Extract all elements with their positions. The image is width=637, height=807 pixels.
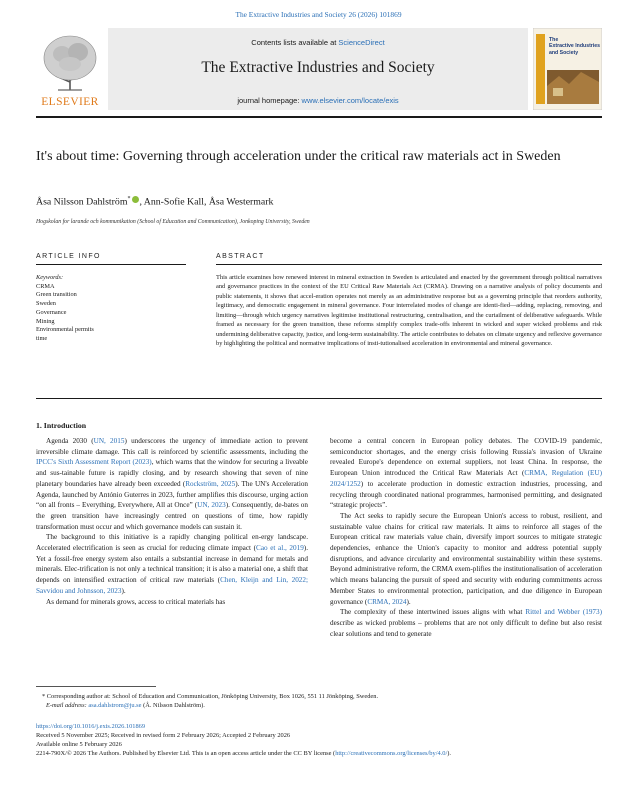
keyword-item: Environmental permits [36,326,94,334]
paragraph: Agenda 2030 (UN, 2015) underscores the urgency of immediate action to prevent irreversible climate damage. This call is reinforced by scientific assessments, including the IPCC's Sixth Assessment Report (2023), which warns that the window for securing a liveable and sus-tainable future is rapidly closing, and by research showing that seven of nine planetary boundaries have already been exceeded (Rockström, 2025). The UN's Acceleration Agenda, launched by António Guterres in 2023, further amplifies this discourse, urging action “on all fronts – Everything, Everywhere, All at Once” (UN, 2023). Consequently, de-bates on the green transition have increasingly centred on questions of time, how rapidly transformation must occur and which governance models can sustain it. [36,437,309,531]
keyword-item: Mining [36,317,55,325]
doi-link[interactable]: https://doi.org/10.1016/j.exis.2026.101869 [36,723,146,730]
contents-available: Contents lists available at ScienceDirect [251,38,385,47]
license-link[interactable]: http://creativecommons.org/licenses/by/4.0/ [335,750,448,757]
sciencedirect-link[interactable]: ScienceDirect [338,38,385,47]
journal-cover-image [533,28,602,110]
author-2[interactable]: Ann-Sofie Kall [143,196,204,208]
keyword-item: Governance [36,308,67,316]
paragraph: become a central concern in European policy debates. The COVID-19 pandemic, semiconductor shortages, and the energy crisis following Russia's invasion of Ukraine revealed Europe's dependence on external suppliers, not least China. In response, the European Union introduced the Critical Raw Materials Act (CRMA, Regulation (EU) 2024/1252) to accelerate production in domestic extraction industries, processing, and recycling through coordinated national programmes, harmonised permitting, and designated “strategic projects”. [330,437,603,510]
citation-link[interactable]: IPCC's Sixth Assessment Report (2023) [36,458,152,467]
citation-link[interactable]: CRMA, Regulation (EU) 2024/1252 [330,469,603,488]
footnote-corresponding: * Corresponding author at: School of Education and Communication, Jönköping University, Box 1026, 551 11 Jönköping, Sweden. E-mail address: asa.dahlstrom@ju.se (Å. Nilsson Dahlström). [42,693,379,709]
citation-link[interactable]: Rockström, 2025 [185,479,236,488]
abstract-text: This article examines how renewed interest in mineral extraction in Sweden is articulated and enacted by the government through political narratives and governance practices in the context of the EU Critical Raw Materials Act (CRMA). Drawing on a narrative analysis of policy documents and public statements, it shows that accel-eration operates not merely as an administrative response but as a governing principle that reorders authority, legitimacy, and democratic engagement in mineral governance. Four interrelated modes of change are identi-fied—adding, replacing, removing, and limiting—through which urgency narratives legitimise institutional restructuring, centralisation, and the curtailment of deliberative safeguards. While framed as necessary for the green transition, these reforms simplify complex trade-offs inherent in wicked and super wicked problems and risk undermining deliberative capacity, justice, and long-term sustainability. The article contributes to debates on climate urgency and reflexive governance by highlighting the political and normative implications of insti-tutionalised acceleration in environmental and mineral governance. [216,274,602,348]
keywords-label: Keywords: [36,274,64,281]
affiliation: Hogskolan for larande och kommunikation (School of Education and Communication), Jonkoping University, Sweden [36,219,310,225]
author-list: Åsa Nilsson Dahlström* , Ann-Sofie Kall, Åsa Westermark [36,196,274,208]
header-rule [36,116,602,118]
keywords-block [36,274,186,344]
keyword-item: Sweden [36,300,56,308]
citation-link[interactable]: UN, 2015 [93,437,125,445]
paragraph: The background to this initiative is a rapidly changing political en-ergy landscape. Accelerated electrification is seen as crucial for reducing climate impact (Cao et al., 2019). Yet a fossil-free energy system also entails a substantial increase in demand for metals and minerals. Elec-trification is not only a technical transition; it is also a material one, a shift that depends on intensified extraction of critical raw materials (Chen, Kleijn and Lin, 2022; Savvidou and Johnsson, 2023). [36,533,308,595]
abstract-heading: ABSTRACT [216,253,265,260]
author-3[interactable]: Åsa Westermark [208,196,274,208]
elsevier-logo [36,28,104,110]
section-heading-introduction: 1. Introduction [36,421,87,430]
citation-link[interactable]: UN, 2023 [197,501,226,510]
email-link[interactable]: asa.dahlstrom@ju.se [88,702,142,709]
journal-reference[interactable]: The Extractive Industries and Society 26 (2026) 101869 [235,10,402,19]
journal-homepage: journal homepage: www.elsevier.com/locate/exis [237,96,399,105]
copyright-line: 2214-790X/© 2026 The Authors. Published by Elsevier Ltd. This is an open access article under the CC BY license (http://creativecommons.org/licenses/by/4.0/). [36,750,451,757]
keyword-item: Green transition [36,291,77,299]
citation-link[interactable]: CRMA, 2024 [367,597,407,606]
corresponding-mark[interactable]: * [127,196,131,202]
citation-link[interactable]: Chen, Kleijn and Lin, 2022; Savvidou and Johnsson, 2023 [36,576,308,595]
paragraph: As demand for minerals grows, access to critical materials has [46,597,226,606]
keyword-item: time [36,334,48,342]
citation-link[interactable]: Rittel and Webber (1973) [525,608,602,617]
author-1[interactable]: Åsa Nilsson Dahlström [36,196,128,208]
article-info-rule [36,264,186,265]
article-title: It's about time: Governing through acceleration under the critical raw materials act in Sweden [36,149,561,164]
abstract-bottom-rule [36,398,602,399]
article-history: https://doi.org/10.1016/j.exis.2026.101869 Received 5 November 2025; Received in revised form 2 February 2026; Accepted 2 February 2026 Available online 5 February 2026 2214-790X/© 2026 The Authors. Published by Elsevier Ltd. This is an open access article under the CC BY license (http://creativecommons.org/licenses/by/4.0/). [36,722,602,758]
citation-link[interactable]: Cao et al., 2019 [256,544,304,553]
abstract-rule [216,264,602,265]
footnote-rule [36,686,156,687]
journal-title: The Extractive Industries and Society [201,59,435,76]
cover-title: The Extractive Industries and Society [549,37,601,56]
article-info-heading: ARTICLE INFO [36,253,101,260]
journal-homepage-link[interactable]: www.elsevier.com/locate/exis [301,96,399,105]
body-column-right [330,436,602,639]
paragraph: The complexity of these intertwined issues aligns with what Rittel and Webber (1973) describe as wicked problems – problems that are not only difficult to define but also resist clear solutions and tend to generate [330,608,602,638]
keyword-item: CRMA [36,282,55,290]
publisher-name: ELSEVIER [41,96,99,108]
body-column-left [36,436,308,607]
paragraph: The Act seeks to rapidly secure the European Union's access to robust, resilient, and sustainable value chains for critical raw materials. It aims to reinforce all stages of the European critical raw materials value chain, diversify import sources to mitigate strategic dependencies, enhance the Union's capacity to monitor and address potential supply disruptions, and advance circularity and environmental sustainability within these systems. Beyond administrative reform, the CRMA exem-plifies the institutionalisation of acceleration which means balancing the pursuit of speed and security with enduring commitments across Member States to environmental protection, participation, and due diligence in European governance (CRMA, 2024). [330,511,602,606]
